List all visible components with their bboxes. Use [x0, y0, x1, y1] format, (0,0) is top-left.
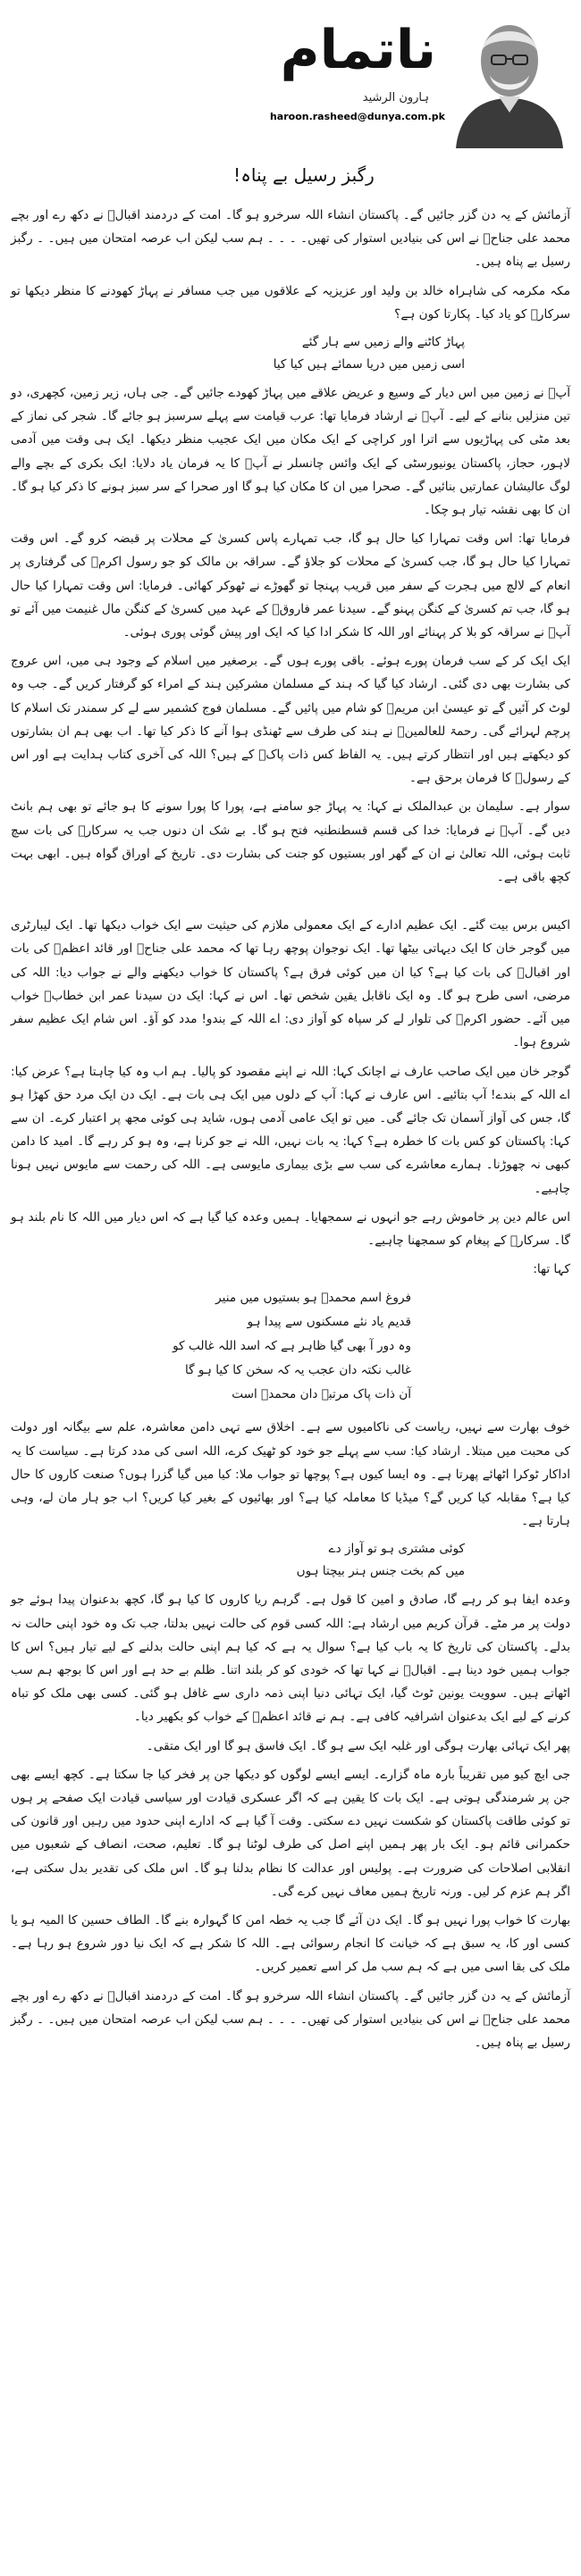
poem-line: غالب نکتہ دان عجب یہ کہ سخن کا کیا ہو گا [185, 1363, 411, 1378]
paragraph: خوف بھارت سے نہیں، ریاست کی ناکامیوں سے ہے۔ اخلاق سے تہی دامن معاشرہ، علم سے بیگانہ اور دولت کی محبت میں مبتلا۔ ارشاد کیا: سب سے پہلے جو خود کو ٹھیک کرے، اللہ اسی کی مدد کرتا ہے۔ سیاست کا یہ اداکار ٹوکرا اٹھائے پھرتا ہے۔ وہ ایسا کیوں ہے؟ پوچھا تو جواب ملا: کیا میں گیا گزرا ہوں؟ صنعت کاروں کا حال کیا ہے؟ مقابلہ کیا کریں گے؟ میڈیا کا معاملہ کیا ہے؟ اور بھائیوں کے بغیر کیا کریں؟ اب جو ہار مان لے، وہی ہارتا ہے۔ [11, 1420, 570, 1529]
poem-block [11, 1286, 570, 1407]
verse-line: کوئی مشتری ہو تو آواز دے [328, 1542, 465, 1557]
paragraph: اکیس برس بیت گئے۔ ایک عظیم ادارے کے ایک معمولی ملازم کی حیثیت سے ایک خواب دیکھا تھا۔ ایک لیبارٹری میں گوجر خان کا ایک دیہاتی بیٹھا تھا۔ ایک نوجوان پوچھ رہا تھا کہ محمد علی جناحؒ اور قائد اعظمؒ کی بات اور اقبالؒ کی بات کیا ہے؟ کیا ان میں کوئی فرق ہے؟ پاکستان کا خواب دیکھنے والے نے جواب دیا: اللہ کی مرضی، اسی طرح ہو گا۔ وہ ایک ناقابل یقین شخص تھا۔ اس نے کہا: ایک دن سیدنا عمر ابن خطابؓ خواب میں آئے۔ حضور اکرمؐ کی تلوار لے کر سپاہ کو آواز دی: اے اللہ کے بندو! مدد کو آؤ۔ اس شام ایک عظیم سفر شروع ہوا۔ [11, 918, 570, 1050]
poem-line: وہ دور آ بھی گیا ظاہر ہے کہ اسد اللہ غالب کو [173, 1339, 411, 1354]
verse-line: میں کم بخت جنس ہنر بیچتا ہوں [296, 1564, 465, 1579]
article-body [11, 204, 570, 2060]
paragraph: آزمائش کے یہ دن گزر جائیں گے۔ پاکستان انشاء اللہ سرخرو ہو گا۔ امت کے دردمند اقبالؒ نے دکھ رے اور بچے محمد علی جناحؒ نے اس کی بنیادیں استوار کی تھیں۔ ۔ ۔ ۔ ہم سب لیکن اب عرصہ امتحان میں ہیں۔ ۔ رگبز رسیل بے پناہ ہیں۔ [11, 208, 570, 270]
paragraph: مکہ مکرمہ کی شاہراہ خالد بن ولید اور عزیزیہ کے علاقوں میں جب مسافر نے پہاڑ کھودنے کا منظر دیکھا تو سرکارؐ کو یاد کیا۔ پکارتا کون ہے؟ [11, 283, 570, 322]
article-headline: رگبز رسیل بے پناہ! [233, 164, 375, 186]
paragraph: وعدہ ایفا ہو کر رہے گا، صادق و امین کا قول ہے۔ گرہم ریا کاروں کا کیا ہو گا، کچھ بدعنوان پیدا ہوئے جو دولت پر مر مٹے۔ قرآن کریم میں ارشاد ہے: اللہ کسی قوم کی حالت نہیں بدلتا، جب تک وہ خود اپنی حالت نہ بدلے۔ پاکستان کی تاریخ کا یہ باب کیا ہے؟ سوال یہ ہے کہ کیا ہم اپنی حالت بدلنے کے لیے تیار ہیں؟ اس کا جواب ہمیں خود دینا ہے۔ اقبالؒ نے کہا تھا کہ خودی کو کر بلند اتنا۔ ظلم بے حد ہے اور اس کا بوجھ ہم سب اٹھاتے ہیں۔ سوویت یونین ٹوٹ گیا، ایک تہائی دنیا اپنی ذمہ داری سے غافل ہو گئی۔ کسی بھی ملک کو تباہ کرنے کے لیے ایک بدعنوان اشرافیہ کافی ہے۔ ہم نے قائد اعظمؒ کے خواب کو بکھیر دیا۔ [11, 1593, 570, 1725]
poem-line: آن ذات پاک مرتبہ دان محمدؐ است [232, 1387, 411, 1402]
paragraph: آپؐ نے زمین میں اس دیار کے وسیع و عریض علاقے میں پہاڑ کھودے جائیں گے۔ جی ہاں، زیر زمین، کچھری، دو تین منزلیں بنانے کے لیے۔ آپؐ نے ارشاد فرمایا تھا: عرب قیامت سے پہلے سرسبز ہو جائے گا۔ شجر کی نماز کے بعد مٹی کی پہاڑیوں سے اترا اور کراچی کے ایک مکان میں ایک عجیب منظر دیکھا۔ ایک ہی وقت میں آدمی لاہور، حجاز، پاکستان یونیورسٹی کے ایک وائس چانسلر نے آپؐ کا یہ فرمان یاد دلایا: ایک بکری کے بچے والے لوگ عالیشان عمارتیں بنائیں گے۔ صحرا میں ان کا مکان کیا ہو گا اور صحرا کے سر سبز ہونے کا ذکر کیا ہو گا۔ ان کا بھی نقشہ تیار ہو چکا۔ [11, 386, 570, 518]
verse-line: پہاڑ کاٹنے والے زمیں سے ہار گئے [301, 335, 465, 350]
column-title: ناتمام [280, 19, 436, 81]
poem-line: قدیم یاد نئے مسکنوں سے پیدا ہو [247, 1315, 411, 1330]
paragraph: فرمایا تھا: اس وقت تمہارا کیا حال ہو گا، جب تمہارے پاس کسریٰ کے محلات پر قبضہ کرو گے۔ اس وقت تمہارا کیا حال ہو گا، جب کسریٰ کے محلات کو جلاؤ گے۔ سراقہ بن مالک کو جو رسول اکرمؐ کی گرفتاری پر انعام کے لالچ میں ہجرت کے سفر میں قریب پہنچا تو گھوڑے نے ٹھوکر کھائی۔ فرمایا: اس وقت تمہارا کیا حال ہو گا، جب تم کسریٰ کے کنگن پہنو گے۔ سیدنا عمر فاروقؓ کے عہد میں کسریٰ کے کنگن مال غنیمت میں آئے تو آپؓ نے سراقہ کو بلا کر پہنائے اور اللہ کا شکر ادا کیا کہ ایک اور پیش گوئی پوری ہوئی۔ [11, 531, 570, 640]
paragraph: ایک ایک کر کے سب فرمان پورے ہوئے۔ باقی پورے ہوں گے۔ برصغیر میں اسلام کے وجود ہی میں، اس عروج کی بشارت بھی دی گئی۔ ارشاد کیا گیا کہ ہند کے مسلمان مشرکین ہند کے امراء کو گرفتار کریں گے۔ جب وہ لوٹ کر آئیں گے تو عیسیٰ ابن مریمؑ کو شام میں پائیں گے۔ مسلمان فوج کشمیر سے لے کر سمندر تک اسلام کا پرچم لہرائے گی۔ رحمۃ للعالمینؐ نے ہند کی طرف سے ٹھنڈی ہوا آنے کا ذکر کیا تھا۔ اب بھی ہم ان بشارتوں کو دیکھتے ہیں اور انتظار کرتے ہیں۔ یہ الفاظ کس ذات پاکؐ کے ہیں؟ اللہ کی آخری کتاب ہدایت ہے اور اس کے رسولؐ کا فرمان برحق ہے۔ [11, 654, 570, 786]
poem-line: فروغ اسم محمدؐ ہو بستیوں میں منیر [215, 1291, 411, 1306]
paragraph: اس عالم دین پر خاموش رہے جو انہوں نے سمجھایا۔ ہمیں وعدہ کیا گیا ہے کہ اس دیار میں اللہ کا نام بلند ہو گا۔ سرکارؐ کے پیغام کو سمجھنا چاہیے۔ [11, 1209, 570, 1248]
paragraph: پھر ایک تہائی بھارت ہوگی اور غلبہ ایک سے ہو گا۔ ایک فاسق ہو گا اور ایک متقی۔ [146, 1738, 570, 1753]
paragraph: جی ایچ کیو میں تقریباً بارہ ماہ گزارے۔ ایسے ایسے لوگوں کو دیکھا جن پر فخر کیا جا سکتا ہے۔ کچھ ایسے بھی جن پر شرمندگی ہوتی ہے۔ ایک بات کا یقین ہے کہ اگر عسکری قیادت اور سیاسی قیادت ایک صفحے پر ہوں تو کوئی طاقت پاکستان کو شکست نہیں دے سکتی۔ وقت آ گیا ہے کہ ادارے اپنی حدود میں رہیں اور قانون کی حکمرانی قائم ہو۔ ایک بار پھر ہمیں اپنے اصل کی طرف لوٹنا ہو گا۔ تعلیم، صحت، انصاف کے شعبوں میں انقلابی اصلاحات کی ضرورت ہے۔ پولیس اور عدالت کا نظام بدلنا ہو گا۔ اس ملک کی تقدیر بدل سکتی ہے، اگر ہم عزم کر لیں۔ ورنہ تاریخ ہمیں معاف نہیں کرے گی۔ [11, 1767, 570, 1899]
paragraph: بھارت کا خواب پورا نہیں ہو گا۔ ایک دن آئے گا جب یہ خطہ امن کا گہوارہ بنے گا۔ الطاف حسین کا المیہ ہو یا کسی اور کا، یہ سبق ہے کہ خیانت کا انجام رسوائی ہے۔ اللہ کا شکر ہے کہ ایک نیا دور شروع ہو رہا ہے۔ ملک کی بقا اسی میں ہے کہ ہم سب مل کر اسے تعمیر کریں۔ [11, 1912, 570, 1975]
verse-couplet [11, 331, 570, 376]
author-email: haroon.rasheed@dunya.com.pk [269, 111, 445, 122]
paragraph: گوجر خان میں ایک صاحب عارف نے اچانک کہا: اللہ نے اپنے مقصود کو پالیا۔ ہم اب وہ کیا چاہتا ہے؟ عرض کیا: اے اللہ کے بندے! آپ بتائیے۔ اس عارف نے کہا: آپ کے دلوں میں ایک ہی بات ہے۔ ایک دن ایک مرد حق کھڑا ہو گا، جس کی آواز آسمان تک جائے گی۔ میں تو ایک عامی آدمی ہوں، شاید ہی کوئی مجھ پر اعتبار کرے۔ ان سے کہا: پاکستان کو کس بات کا خطرہ ہے؟ کہا: یہ بات نہیں، اللہ نے جو کرنا ہے، وہ ہو کر رہے گا۔ امید کا دامن کبھی نہ چھوڑنا۔ ہمارے معاشرے کی سب سے بڑی بیماری مایوسی ہے۔ اللہ کی رحمت سے مایوس نہیں ہونا چاہیے۔ [11, 1064, 570, 1196]
verse-intro: کہا تھا: [533, 1262, 570, 1277]
verse-line: اسی زمیں میں دریا سمائے ہیں کیا کیا [273, 357, 465, 372]
paragraph: سوار ہے۔ سلیمان بن عبدالملک نے کہا: یہ پہاڑ جو سامنے ہے، پورا کا پورا سونے کا ہو جائے تو بھی ہم بانٹ دیں گے۔ آپؐ نے فرمایا: خدا کی قسم قسطنطنیہ فتح ہو گا۔ بے شک ان دنوں جب یہ سرکارؐ کی بات سچ ثابت ہوئی، اللہ تعالیٰ نے ان کے گھر اور بستیوں کو جنت کی بشارت دی۔ تاریخ کے اوراق گواہ ہیں۔ ابھی بہت کچھ باقی ہے۔ [11, 799, 570, 885]
verse-couplet [11, 1538, 570, 1583]
author-portrait [447, 5, 572, 148]
author-name: ہارون الرشید [362, 91, 429, 105]
column-masthead [5, 5, 579, 157]
section-gap [11, 894, 570, 914]
paragraph: آزمائش کے یہ دن گزر جائیں گے۔ پاکستان انشاء اللہ سرخرو ہو گا۔ امت کے دردمند اقبالؒ نے دکھ رے اور بچے محمد علی جناحؒ نے اس کی بنیادیں استوار کی تھیں۔ ۔ ۔ ۔ ہم سب لیکن اب عرصہ امتحان میں ہیں۔ ۔ رگبز رسیل بے پناہ ہیں۔ [11, 1988, 570, 2050]
